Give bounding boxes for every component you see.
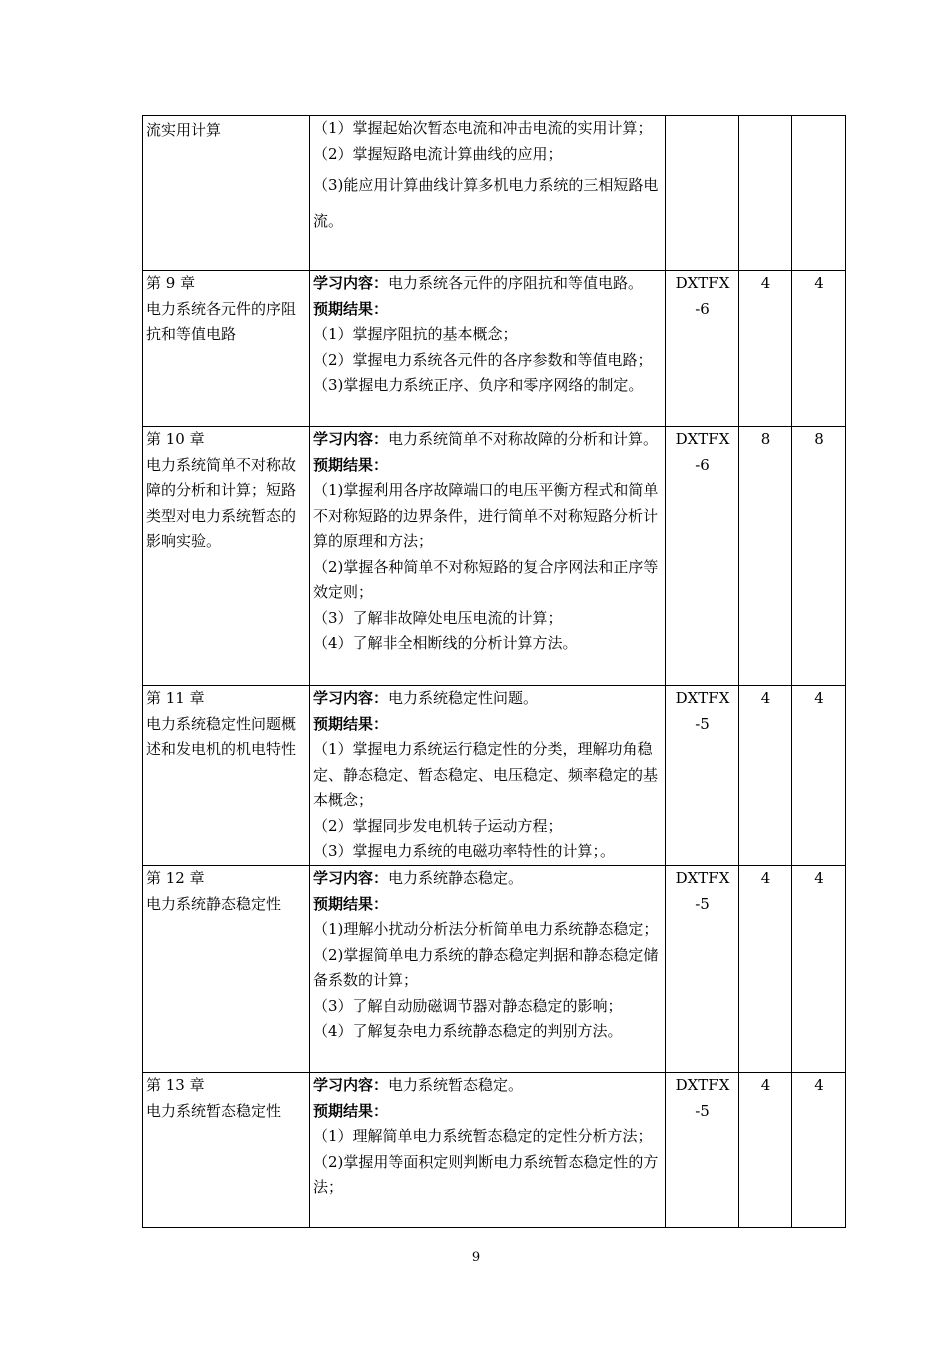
content-text: （3）掌握电力系统的电磁功率特性的计算；。	[313, 842, 616, 860]
content-text: （1)掌握利用各序故障端口的电压平衡方程式和简单不对称短路的边界条件，进行简单不对称短路分析计算的原理和方法；	[313, 481, 659, 550]
content-line	[313, 373, 663, 399]
content-cell	[310, 686, 666, 866]
content-line	[313, 1019, 663, 1045]
content-line	[313, 453, 663, 479]
chapter-title: 电力系统各元件的序阻抗和等值电路	[146, 299, 297, 343]
objective-code: DXTFX	[675, 1076, 730, 1094]
content-label: 学习内容：	[313, 430, 389, 448]
hours-lecture-cell: 4	[792, 271, 846, 427]
chapter-title: 电力系统稳定性问题概述和发电机的机电特性	[146, 714, 297, 758]
table-row	[143, 866, 846, 1073]
objective-code: DXTFX	[675, 430, 730, 448]
objective-code: -6	[695, 455, 710, 474]
content-line	[313, 116, 663, 142]
chapter-title: 电力系统暂态稳定性	[146, 1101, 282, 1120]
hours-lecture-cell	[792, 116, 846, 271]
course-table	[142, 115, 846, 1228]
content-label: 预期结果：	[313, 714, 389, 733]
content-text: 电力系统简单不对称故障的分析和计算。	[388, 430, 659, 448]
content-line	[313, 427, 663, 453]
content-label: 学习内容：	[313, 689, 389, 707]
content-text: （4）了解非全相断线的分析计算方法。	[313, 634, 578, 652]
content-line	[313, 1073, 663, 1099]
content-label: 学习内容：	[313, 1076, 389, 1094]
content-cell	[310, 866, 666, 1073]
chapter-number: 第 12 章	[146, 869, 205, 887]
content-line	[313, 686, 663, 712]
content-line	[313, 892, 663, 918]
content-text: 电力系统各元件的序阻抗和等值电路。	[388, 274, 644, 292]
objective-code-cell	[666, 427, 739, 686]
chapter-cell	[143, 427, 310, 686]
objective-code: DXTFX	[675, 869, 730, 887]
content-line	[313, 322, 663, 348]
content-cell	[310, 271, 666, 427]
page-number: 9	[471, 1250, 481, 1265]
table-row	[143, 427, 846, 686]
chapter-number: 第 9 章	[146, 274, 196, 292]
objective-code-cell	[666, 686, 739, 866]
content-text: （1）掌握序阻抗的基本概念；	[313, 325, 518, 343]
content-cell	[310, 1073, 666, 1228]
content-cell	[310, 427, 666, 686]
objective-code: -5	[695, 894, 710, 913]
content-line	[313, 1150, 663, 1201]
hours-total-cell: 4	[739, 866, 792, 1073]
chapter-number: 第 11 章	[146, 689, 205, 707]
chapter-title: 电力系统静态稳定性	[146, 894, 282, 913]
content-line	[313, 917, 663, 943]
content-label: 学习内容：	[313, 274, 389, 292]
objective-code-cell	[666, 271, 739, 427]
content-cell	[310, 116, 666, 271]
content-line	[313, 555, 663, 606]
content-line	[313, 994, 663, 1020]
table-row	[143, 271, 846, 427]
hours-total-cell: 4	[739, 271, 792, 427]
chapter-cell	[143, 271, 310, 427]
content-line	[313, 631, 663, 657]
hours-total-cell: 8	[739, 427, 792, 686]
content-line	[313, 142, 663, 168]
hours-lecture-cell: 4	[792, 686, 846, 866]
hours-total-cell	[739, 116, 792, 271]
chapter-cell	[143, 116, 310, 271]
content-line	[313, 814, 663, 840]
content-line	[313, 606, 663, 632]
content-text: （2)掌握各种简单不对称短路的复合序网法和正序等效定则；	[313, 557, 659, 601]
content-label: 学习内容：	[313, 869, 389, 887]
content-text: （2)掌握用等面积定则判断电力系统暂态稳定性的方法；	[313, 1152, 659, 1196]
content-text: （3)掌握电力系统正序、负序和零序网络的制定。	[313, 376, 644, 394]
content-text: 电力系统暂态稳定。	[388, 1076, 524, 1094]
table-row	[143, 686, 846, 866]
content-text: （4）了解复杂电力系统静态稳定的判别方法。	[313, 1022, 623, 1040]
course-table-body	[143, 116, 846, 1228]
content-text: 电力系统静态稳定。	[388, 869, 524, 887]
content-label: 预期结果：	[313, 1101, 389, 1120]
table-row	[143, 116, 846, 271]
content-text: （2）掌握同步发电机转子运动方程；	[313, 816, 563, 835]
chapter-title: 电力系统简单不对称故障的分析和计算；短路类型对电力系统暂态的影响实验。	[146, 455, 297, 550]
objective-code-cell	[666, 116, 739, 271]
content-text: （1)理解小扰动分析法分析简单电力系统静态稳定；	[313, 920, 659, 938]
content-text: （2）掌握短路电流计算曲线的应用；	[313, 144, 563, 163]
hours-lecture-cell: 8	[792, 427, 846, 686]
content-line	[313, 943, 663, 994]
content-text: （1）掌握电力系统运行稳定性的分类，理解功角稳定、静态稳定、暂态稳定、电压稳定、频率稳定的基本概念；	[313, 740, 659, 809]
hours-lecture-cell: 4	[792, 866, 846, 1073]
content-line	[313, 712, 663, 738]
content-label: 预期结果：	[313, 299, 389, 318]
content-line	[313, 348, 663, 374]
chapter-number: 第 10 章	[146, 430, 205, 448]
hours-total-cell: 4	[739, 686, 792, 866]
objective-code: DXTFX	[675, 274, 730, 292]
objective-code: -5	[695, 1101, 710, 1120]
content-text: 电力系统稳定性问题。	[388, 689, 539, 707]
content-text: （3)能应用计算曲线计算多机电力系统的三相短路电流。	[313, 176, 659, 230]
content-line	[313, 1124, 663, 1150]
content-text: （3）了解自动励磁调节器对静态稳定的影响；	[313, 996, 623, 1015]
chapter-title: 流实用计算	[146, 121, 222, 139]
content-line	[313, 866, 663, 892]
content-line	[313, 478, 663, 555]
content-text: （2）掌握电力系统各元件的各序参数和等值电路；	[313, 350, 653, 369]
objective-code: -5	[695, 714, 710, 733]
hours-lecture-cell: 4	[792, 1073, 846, 1228]
chapter-cell	[143, 1073, 310, 1228]
objective-code-cell	[666, 866, 739, 1073]
table-row	[143, 1073, 846, 1228]
content-text: （2)掌握简单电力系统的静态稳定判据和静态稳定储备系数的计算；	[313, 945, 659, 989]
chapter-cell	[143, 866, 310, 1073]
content-line	[313, 1099, 663, 1125]
content-line	[313, 839, 663, 865]
content-line	[313, 167, 663, 239]
chapter-cell	[143, 686, 310, 866]
objective-code-cell	[666, 1073, 739, 1228]
content-label: 预期结果：	[313, 894, 389, 913]
content-text: （1）掌握起始次暂态电流和冲击电流的实用计算；	[313, 119, 653, 137]
hours-total-cell: 4	[739, 1073, 792, 1228]
objective-code: DXTFX	[675, 689, 730, 707]
content-line	[313, 271, 663, 297]
content-text: （3）了解非故障处电压电流的计算；	[313, 608, 563, 627]
objective-code: -6	[695, 299, 710, 318]
chapter-number: 第 13 章	[146, 1076, 205, 1094]
content-label: 预期结果：	[313, 455, 389, 474]
content-text: （1）理解简单电力系统暂态稳定的定性分析方法；	[313, 1127, 653, 1145]
content-line	[313, 297, 663, 323]
content-line	[313, 737, 663, 814]
